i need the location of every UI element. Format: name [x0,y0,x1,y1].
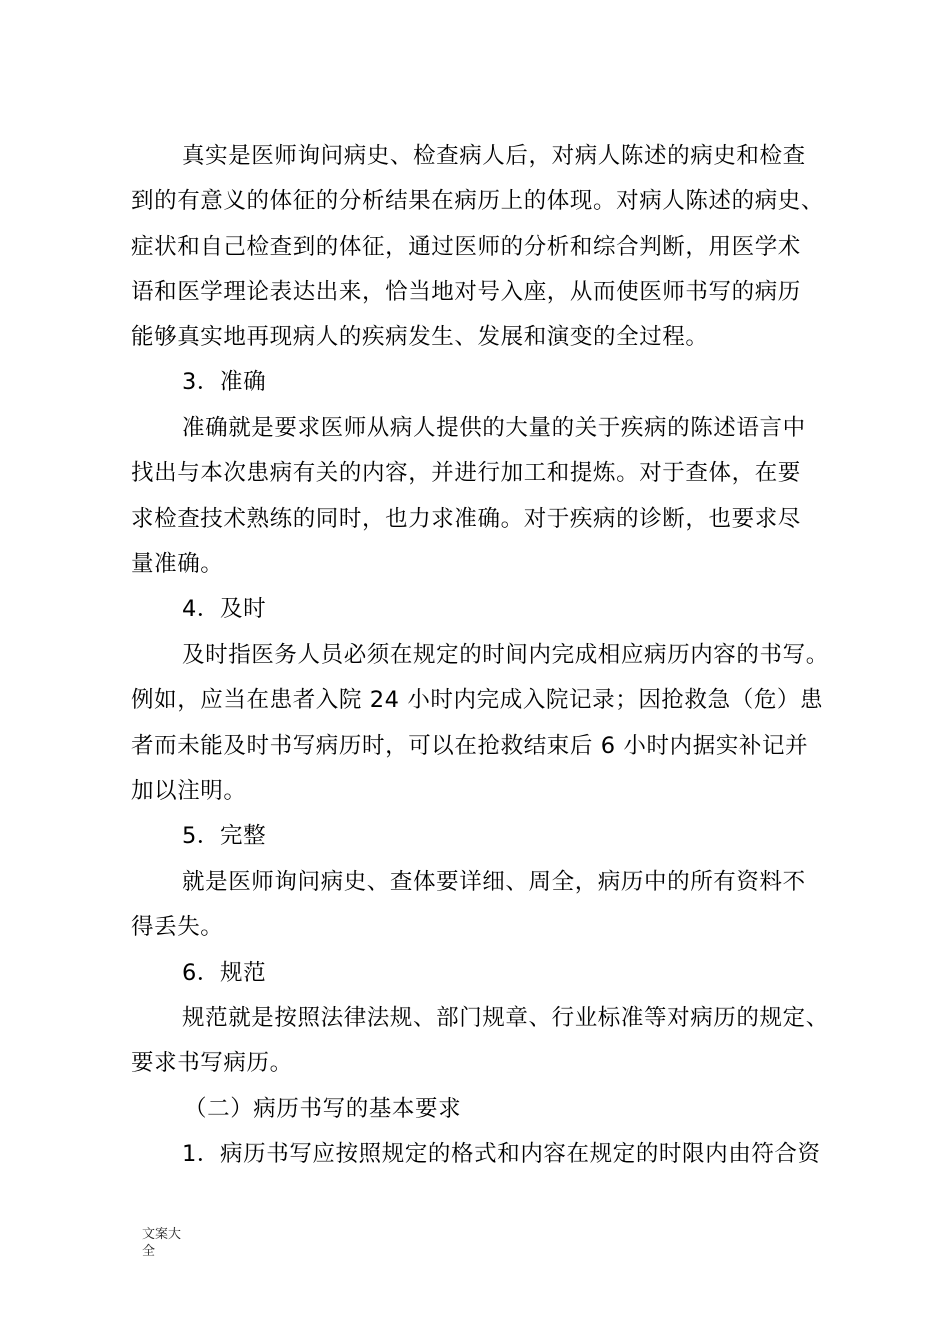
paragraph-line: 到的有意义的体征的分析结果在病历上的体现。对病人陈述的病史、 [131,188,825,214]
paragraph-line: 及时指医务人员必须在规定的时间内完成相应病历内容的书写。 [182,642,829,668]
paragraph-line: 准确就是要求医师从病人提供的大量的关于疾病的陈述语言中 [182,415,806,441]
paragraph-line: 者而未能及时书写病历时，可以在抢救结束后 6 小时内据实补记并 [131,733,809,759]
paragraph-line: 1．病历书写应按照规定的格式和内容在规定的时限内由符合资 [182,1141,821,1167]
subsection-heading: （二）病历书写的基本要求 [184,1096,462,1122]
paragraph-line: 规范就是按照法律法规、部门规章、行业标准等对病历的规定、 [182,1005,829,1031]
paragraph-line: 找出与本次患病有关的内容，并进行加工和提炼。对于查体，在要 [131,460,801,486]
paragraph-line: 要求书写病历。 [131,1050,293,1076]
paragraph-line: 真实是医师询问病史、检查病人后，对病人陈述的病史和检查 [182,143,806,169]
paragraph-line: 就是医师询问病史、查体要详细、周全，病历中的所有资料不 [182,869,806,895]
section-heading: 3．准确 [182,369,267,395]
paragraph-line: 能够真实地再现病人的疾病发生、发展和演变的全过程。 [131,324,709,350]
footer-line: 文案大 [142,1227,182,1242]
paragraph-line: 量准确。 [131,551,224,577]
section-heading: 5．完整 [182,823,267,849]
paragraph-line: 求检查技术熟练的同时，也力求准确。对于疾病的诊断，也要求尽 [131,506,801,532]
page-footer [142,1226,202,1260]
paragraph-line: 症状和自己检查到的体征，通过医师的分析和综合判断，用医学术 [131,234,801,260]
section-heading: 4．及时 [182,596,267,622]
section-heading: 6．规范 [182,960,267,986]
paragraph-line: 例如，应当在患者入院 24 小时内完成入院记录；因抢救急（危）患 [131,687,824,713]
paragraph-line: 得丢失。 [131,914,224,940]
paragraph-line: 语和医学理论表达出来，恰当地对号入座，从而使医师书写的病历 [131,279,801,305]
footer-line: 全 [142,1244,156,1259]
paragraph-line: 加以注明。 [131,778,247,804]
